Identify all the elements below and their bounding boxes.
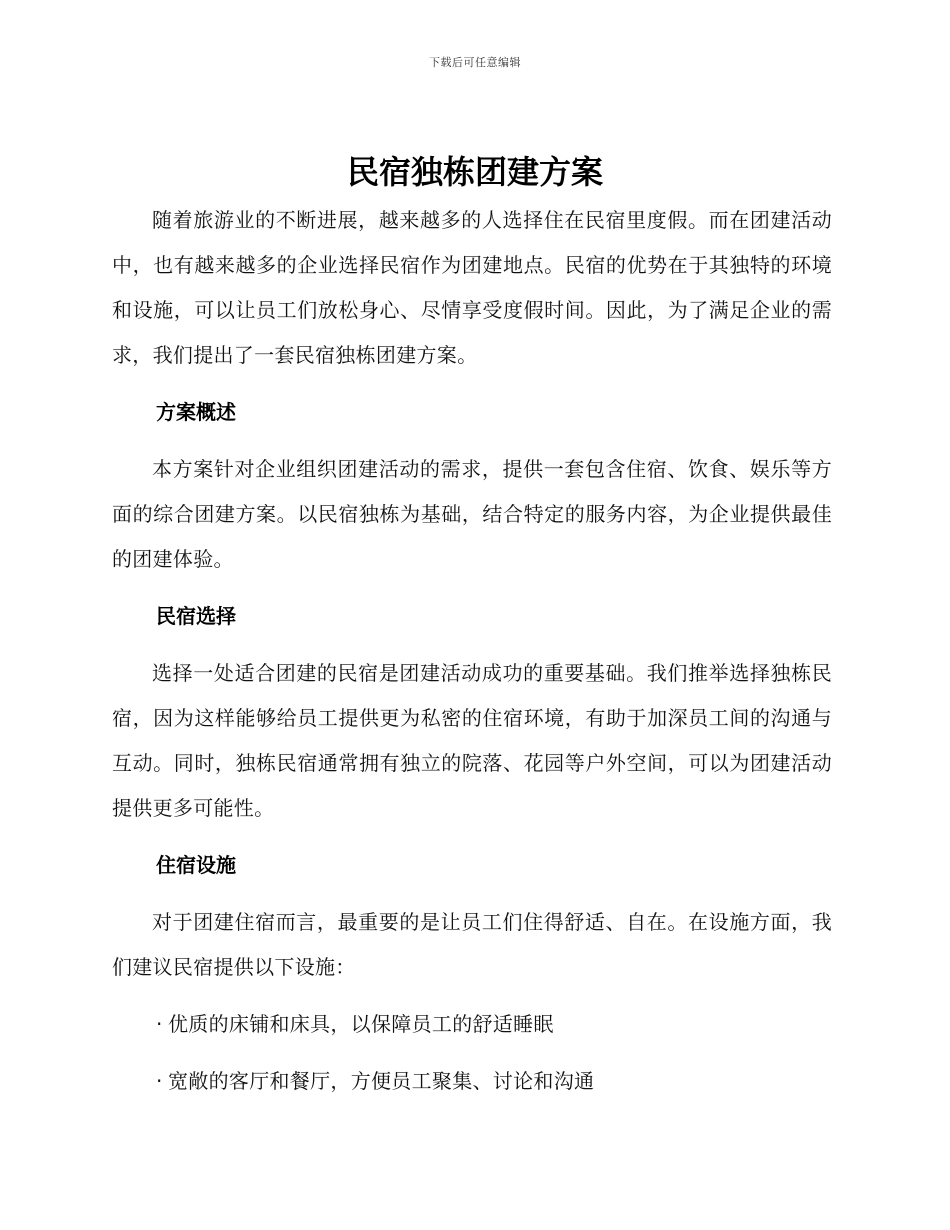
header-note: 下载后可任意编辑 xyxy=(429,56,521,69)
section-text-homestay-choice: 选择一处适合团建的民宿是团建活动成功的重要基础。我们推举选择独栋民宿，因为这样能够给员工提供更为私密的住宿环境，有助于加深员工间的沟通与互动。同时，独栋民宿通常拥有独立的院落、花园等户外空间，可以为团建活动提供更多可能性。 xyxy=(112,661,832,820)
list-item xyxy=(156,1059,832,1104)
list-item xyxy=(156,1002,832,1047)
bullet-marker: · xyxy=(156,1012,163,1036)
bullet-marker: · xyxy=(156,1069,163,1093)
section-text-overview: 本方案针对企业组织团建活动的需求，提供一套包含住宿、饮食、娱乐等方面的综合团建方案。以民宿独栋为基础，结合特定的服务内容，为企业提供最佳的团建体验。 xyxy=(112,457,832,571)
section-heading-overview: 方案概述 xyxy=(156,400,236,424)
section-text-accommodation: 对于团建住宿而言，最重要的是让员工们住得舒适、自在。在设施方面，我们建议民宿提供以下设施： xyxy=(112,910,832,979)
document-title: 民宿独栋团建方案 xyxy=(346,153,603,191)
section-heading-homestay-choice: 民宿选择 xyxy=(156,604,236,628)
intro-paragraph: 随着旅游业的不断进展，越来越多的人选择住在民宿里度假。而在团建活动中，也有越来越多的企业选择民宿作为团建地点。民宿的优势在于其独特的环境和设施，可以让员工们放松身心、尽情享受度假时间。因此，为了满足企业的需求，我们提出了一套民宿独栋团建方案。 xyxy=(112,208,832,367)
list-item-text: 宽敞的客厅和餐厅，方便员工聚集、讨论和沟通 xyxy=(168,1069,595,1093)
document-body xyxy=(112,198,832,1116)
list-item-text: 优质的床铺和床具，以保障员工的舒适睡眠 xyxy=(168,1012,554,1036)
section-heading-accommodation: 住宿设施 xyxy=(156,853,236,877)
